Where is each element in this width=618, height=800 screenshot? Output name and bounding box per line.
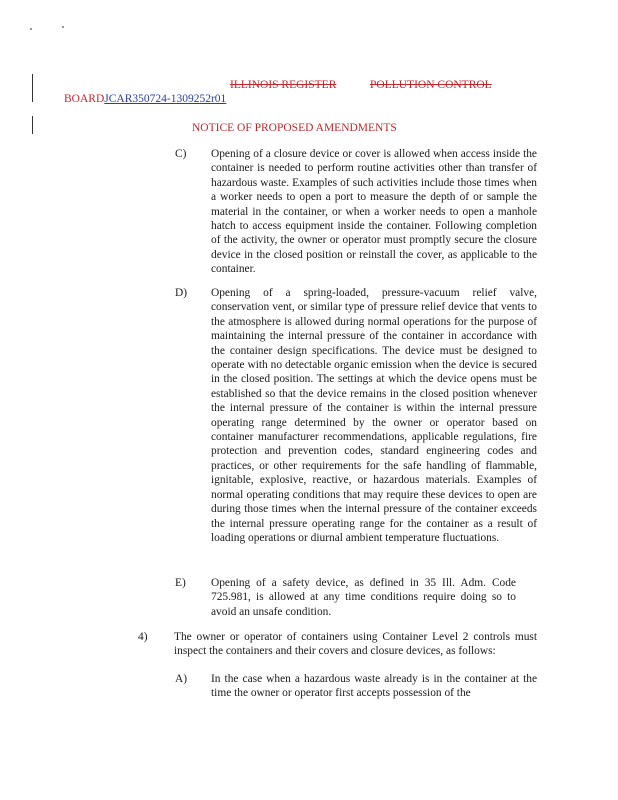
item-label-e: E) (175, 577, 186, 589)
item-text-c: Opening of a closure device or cover is allowed when access inside the container is needed to perform routine activities other than transfer of hazardous waste. Examples of such activities include those times when a worker needs to open a port to measure the depth of or sample the material in the container, or when a worker needs to open a manhole hatch to access equipment inside the container. Following completion of the activity, the owner or operator must promptly secure the closure device in the closed position or reinstall the cover, as applicable to the container. (211, 148, 537, 276)
notice-title: NOTICE OF PROPOSED AMENDMENTS (192, 122, 397, 134)
register-title: ILLINOIS REGISTER (230, 79, 337, 91)
item-label-c: C) (175, 148, 187, 160)
item-label-4: 4) (138, 631, 148, 643)
scan-mark (62, 26, 64, 28)
item-label-d: D) (175, 287, 188, 299)
board-line (64, 92, 226, 106)
revision-bar (32, 74, 33, 102)
item-text-d: Opening of a spring-loaded, pressure-vacuum relief valve, conservation vent, or similar type of pressure relief device that vents to the atmosphere is allowed during normal operations for the purpose of maintaining the internal pressure of the container in accordance with the container design specifications. The device must be designed to operate with no detectable organic emission when the device is secured in the closed position. The settings at which the device opens must be established so that the device remains in the closed position whenever the internal pressure of the container is within the internal pressure operating range determined by the owner or operator based on container manufacturer recommendations, applicable regulations, fire protection and prevention codes, standard engineering codes and practices, or other requirements for the safe handling of flammable, ignitable, explosive, reactive, or hazardous materials. Examples of normal operating conditions that may require these devices to open are during those times when the internal pressure of the container exceeds the internal pressure operating range for the container as a result of loading operations or diurnal ambient temperature fluctuations. (211, 287, 537, 544)
jcar-code: JCAR350724-1309252r01 (104, 93, 227, 105)
revision-bar (32, 116, 33, 134)
item-label-a: A) (175, 673, 188, 685)
item-text-e: Opening of a safety device, as defined in 35 Ill. Adm. Code 725.981, is allowed at any time conditions require doing so to avoid an unsafe condition. (211, 577, 516, 618)
item-text-a: In the case when a hazardous waste already is in the container at the time the owner or operator first accepts possession of the (211, 673, 537, 700)
agency-title: POLLUTION CONTROL (370, 79, 492, 91)
item-text-4: The owner or operator of containers using Container Level 2 controls must inspect the containers and their covers and closure devices, as follows: (174, 631, 537, 658)
scan-mark (30, 28, 32, 30)
board-prefix: BOARD (64, 93, 105, 105)
